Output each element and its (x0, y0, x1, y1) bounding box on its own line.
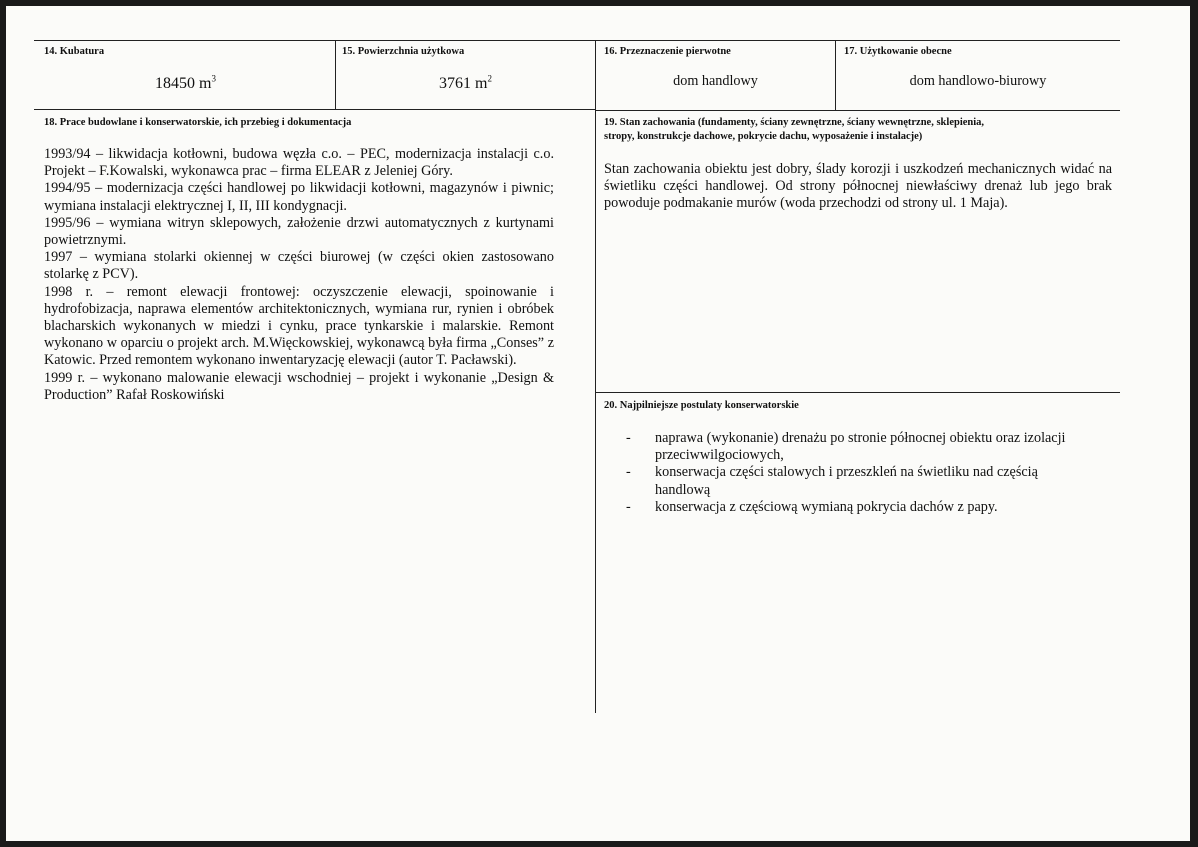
postulate-item-3: - konserwacja z częściową wymianą pokrycia dachów z papy. (626, 499, 1081, 516)
row-divider-cell20 (595, 392, 1120, 393)
cell19-label-line2: stropy, konstrukcje dachowe, pokrycie dachu, wyposażenie i instalacje) (604, 131, 923, 142)
work-entry-1999: 1999 r. – wykonano malowanie elewacji wschodniej – projekt i wykonanie „Design & Production” Rafał Roskowiński (44, 369, 554, 403)
work-entry-1995: 1995/96 – wymiana witryn sklepowych, założenie drzwi automatycznych z kurtynami powietrznymi. (44, 214, 554, 249)
cell15-label: 15. Powierzchnia użytkowa (342, 46, 465, 57)
postulate-item-1: - naprawa (wykonanie) drenażu po stronie północnej obiektu oraz izolacji przeciwwilgociowych, (626, 430, 1081, 464)
cell20-list (626, 430, 1081, 516)
cell18-label: 18. Prace budowlane i konserwatorskie, ich przebieg i dokumentacja (44, 117, 352, 128)
top-border (34, 40, 1120, 41)
row-divider-right (595, 110, 1120, 111)
work-entry-1993: 1993/94 – likwidacja kotłowni, budowa węzła c.o. – PEC, modernizacja instalacji c.o. Projekt – F.Kowalski, wykonawca prac – firma ELEAR z Jeleniej Góry. (44, 146, 554, 180)
cell17-value: dom handlowo-biurowy (909, 73, 1047, 89)
cell14-value (36, 75, 335, 93)
work-entry-1997: 1997 – wymiana stolarki okiennej w części biurowej (w części okien zastosowano stolarkę z PCV). (44, 249, 554, 283)
cell19-text: Stan zachowania obiektu jest dobry, ślady korozji i uszkodzeń mechanicznych widać na świetliku części handlowej. Od strony północnej niewłaściwy drenaż lub jego brak powoduje podmakanie murów (woda przechodzi od strony ul. 1 Maja). (604, 161, 1112, 212)
cell20-label: 20. Najpilniejsze postulaty konserwatorskie (604, 400, 799, 411)
cell16-value: dom handlowy (673, 73, 758, 89)
cubature-value: 18450 m (155, 75, 212, 92)
work-entry-1998: 1998 r. – remont elewacji frontowej: oczyszczenie elewacji, spoinowanie i hydrofobizacja, naprawa elementów architektonicznych, wymiana rur, rynien i obróbek blacharskich wykonanych w miedzi i cynku, prace tynkarskie i malarskie. Remont wykonano w oparciu o projekt arch. M.Więckowskiej, wykonawcą była firma „Conses” z Katowic. Przed remontem wykonano inwentaryzację elewacji (autor T. Pacławski). (44, 283, 554, 369)
cell14-label: 14. Kubatura (44, 46, 105, 57)
document-page (6, 6, 1190, 841)
cubature-exponent: 3 (211, 73, 216, 84)
work-entry-1994: 1994/95 – modernizacja części handlowej po likwidacji kotłowni, magazynów i piwnic; wymiana instalacji elektrycznej I, II, III kondygnacji. (44, 180, 554, 214)
area-value: 3761 m (439, 75, 488, 92)
cell16-label: 16. Przeznaczenie pierwotne (604, 46, 731, 57)
cell15-value (336, 75, 595, 93)
row-divider-left (34, 109, 595, 110)
cell18-text (44, 146, 554, 404)
cell19-label-line1: 19. Stan zachowania (fundamenty, ściany zewnętrzne, ściany wewnętrzne, sklepienia, (604, 117, 985, 128)
cell17-label: 17. Użytkowanie obecne (844, 46, 952, 57)
postulate-item-2: - konserwacja części stalowych i przeszkleń na świetliku nad częścią handlową (626, 464, 1081, 498)
column-divider-main (595, 40, 596, 713)
area-exponent: 2 (487, 73, 492, 84)
